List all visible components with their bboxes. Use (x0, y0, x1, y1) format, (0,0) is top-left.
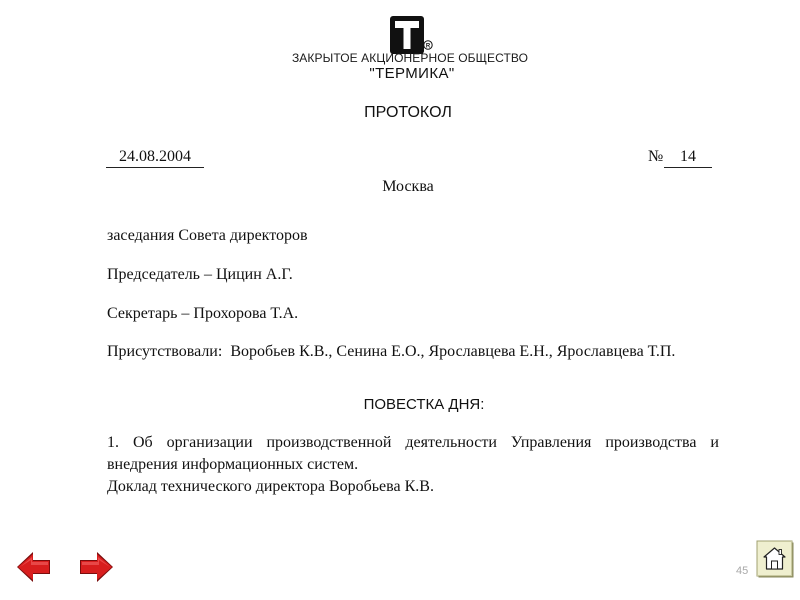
document-number-label: № (648, 148, 664, 165)
svg-text:R: R (425, 43, 431, 50)
previous-arrow-icon[interactable] (16, 550, 52, 584)
home-button[interactable] (756, 540, 796, 580)
next-arrow-icon[interactable] (78, 550, 114, 584)
meeting-type: заседания Совета директоров (107, 227, 308, 244)
document-date: 24.08.2004 (106, 148, 204, 168)
document-title: ПРОТОКОЛ (364, 104, 452, 121)
agenda-title: ПОВЕСТКА ДНЯ: (363, 396, 485, 413)
attendees (107, 343, 675, 361)
termika-logo (389, 15, 433, 55)
secretary: Секретарь – Прохорова Т.А. (107, 305, 299, 322)
attendees-list: Воробьев К.В., Сенина Е.О., Ярославцева Е.Н., Ярославцева Т.П. (230, 343, 676, 360)
company-type: ЗАКРЫТОЕ АКЦИОНЕРНОЕ ОБЩЕСТВО (291, 51, 529, 65)
page-number: 45 (736, 565, 749, 577)
document-city: Москва (382, 178, 434, 195)
document-number: 14 (664, 148, 712, 168)
agenda-item (107, 432, 719, 498)
agenda-item-text: 1. Об организации производственной деятельности Управления производства и внедрения информационных систем. (107, 434, 719, 473)
attendees-label: Присутствовали: (107, 343, 223, 360)
chairman: Председатель – Цицин А.Г. (107, 266, 293, 283)
agenda-item-report: Доклад технического директора Воробьева К.В. (107, 478, 434, 495)
company-name: "ТЕРМИКА" (369, 65, 455, 82)
